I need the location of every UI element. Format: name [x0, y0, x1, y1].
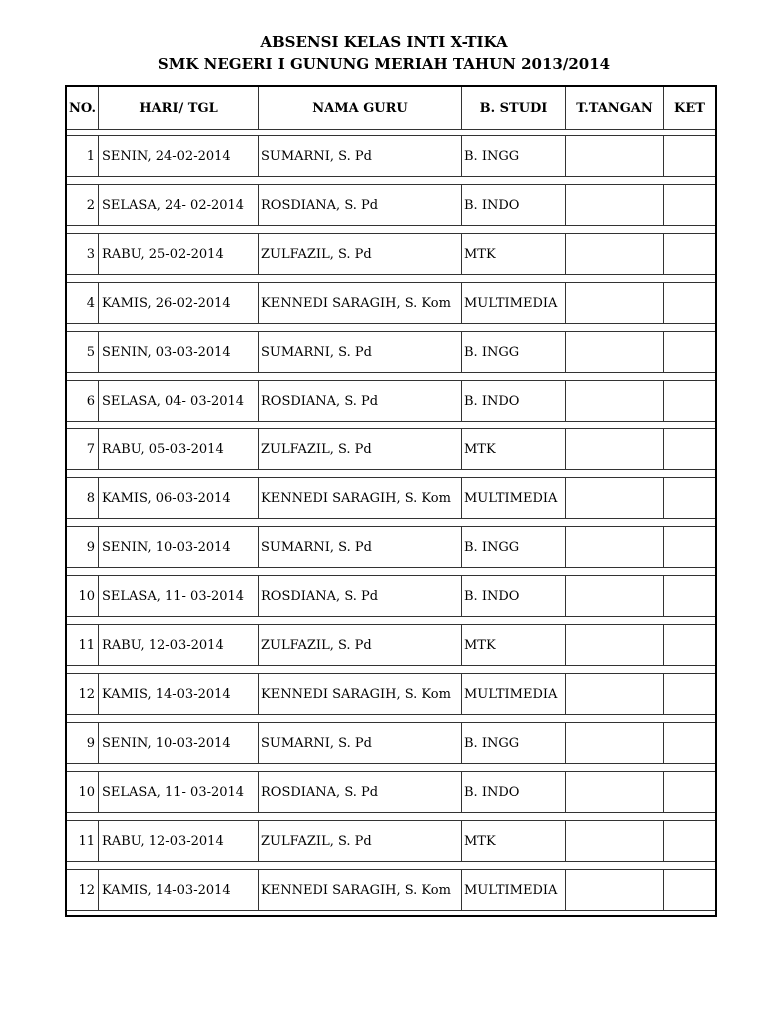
row-hari-tgl: SENIN, 24-02-2014	[98, 136, 258, 176]
row-hari-tgl: SENIN, 10-03-2014	[98, 527, 258, 567]
row-b-studi: B. INDO	[461, 381, 565, 421]
row-hari-tgl: SELASA, 24- 02-2014	[98, 185, 258, 225]
row-tanda-tangan-cell[interactable]	[565, 381, 663, 421]
row-number: 2	[86, 197, 95, 213]
document-subtitle: SMK NEGERI I GUNUNG MERIAH TAHUN 2013/2014	[157, 55, 611, 73]
row-nama-guru: ZULFAZIL, S. Pd	[258, 625, 461, 665]
row-b-studi: MTK	[461, 821, 565, 861]
row-keterangan-cell[interactable]	[663, 772, 715, 812]
row-keterangan-cell[interactable]	[663, 821, 715, 861]
row-tanda-tangan-cell[interactable]	[565, 772, 663, 812]
row-tanda-tangan-cell[interactable]	[565, 821, 663, 861]
row-keterangan-cell[interactable]	[663, 576, 715, 616]
row-b-studi: MULTIMEDIA	[461, 478, 565, 518]
row-nama-guru: SUMARNI, S. Pd	[258, 723, 461, 763]
table-row	[67, 428, 715, 470]
row-hari-tgl: KAMIS, 06-03-2014	[98, 478, 258, 518]
row-tanda-tangan-cell[interactable]	[565, 527, 663, 567]
row-keterangan-cell[interactable]	[663, 429, 715, 469]
row-number: 4	[86, 295, 95, 311]
row-hari-tgl: SENIN, 03-03-2014	[98, 332, 258, 372]
row-number: 1	[86, 148, 95, 164]
row-number: 12	[78, 882, 95, 898]
table-row	[67, 771, 715, 813]
row-b-studi: MTK	[461, 625, 565, 665]
row-number: 7	[86, 441, 95, 457]
row-hari-tgl: RABU, 12-03-2014	[98, 821, 258, 861]
row-b-studi: B. INGG	[461, 136, 565, 176]
table-row	[67, 282, 715, 324]
row-b-studi: B. INGG	[461, 723, 565, 763]
row-hari-tgl: KAMIS, 26-02-2014	[98, 283, 258, 323]
row-hari-tgl: RABU, 25-02-2014	[98, 234, 258, 274]
row-nama-guru: ROSDIANA, S. Pd	[258, 185, 461, 225]
table-row	[67, 331, 715, 373]
row-hari-tgl: SENIN, 10-03-2014	[98, 723, 258, 763]
document-title: ABSENSI KELAS INTI X-TIKA	[260, 33, 508, 51]
table-row	[67, 820, 715, 862]
row-tanda-tangan-cell[interactable]	[565, 185, 663, 225]
row-tanda-tangan-cell[interactable]	[565, 429, 663, 469]
row-hari-tgl: RABU, 05-03-2014	[98, 429, 258, 469]
table-header	[67, 87, 715, 130]
row-b-studi: MTK	[461, 234, 565, 274]
header-b-studi: B. STUDI	[461, 87, 565, 129]
table-row	[67, 869, 715, 911]
row-nama-guru: ROSDIANA, S. Pd	[258, 772, 461, 812]
row-keterangan-cell[interactable]	[663, 674, 715, 714]
row-hari-tgl: RABU, 12-03-2014	[98, 625, 258, 665]
row-number: 10	[78, 588, 95, 604]
row-nama-guru: KENNEDI SARAGIH, S. Kom	[258, 870, 461, 910]
table-row	[67, 624, 715, 666]
row-number: 10	[78, 784, 95, 800]
table-row	[67, 722, 715, 764]
row-number: 11	[78, 833, 95, 849]
row-number: 11	[78, 637, 95, 653]
table-row	[67, 526, 715, 568]
row-b-studi: B. INGG	[461, 332, 565, 372]
attendance-table	[65, 85, 717, 917]
row-tanda-tangan-cell[interactable]	[565, 136, 663, 176]
row-b-studi: MULTIMEDIA	[461, 674, 565, 714]
row-number: 5	[86, 344, 95, 360]
row-keterangan-cell[interactable]	[663, 234, 715, 274]
header-keterangan: KET	[663, 87, 715, 129]
row-tanda-tangan-cell[interactable]	[565, 576, 663, 616]
row-number: 9	[86, 735, 95, 751]
table-row	[67, 184, 715, 226]
header-no: NO.	[69, 100, 96, 116]
row-hari-tgl: SELASA, 11- 03-2014	[98, 576, 258, 616]
row-nama-guru: KENNEDI SARAGIH, S. Kom	[258, 283, 461, 323]
row-tanda-tangan-cell[interactable]	[565, 625, 663, 665]
row-keterangan-cell[interactable]	[663, 185, 715, 225]
row-nama-guru: ZULFAZIL, S. Pd	[258, 821, 461, 861]
table-row	[67, 673, 715, 715]
row-nama-guru: SUMARNI, S. Pd	[258, 332, 461, 372]
header-hari-tgl: HARI/ TGL	[98, 87, 258, 129]
row-nama-guru: SUMARNI, S. Pd	[258, 136, 461, 176]
row-nama-guru: ZULFAZIL, S. Pd	[258, 234, 461, 274]
row-tanda-tangan-cell[interactable]	[565, 283, 663, 323]
header-nama-guru: NAMA GURU	[258, 87, 461, 129]
row-nama-guru: ROSDIANA, S. Pd	[258, 381, 461, 421]
table-row	[67, 135, 715, 177]
row-number: 12	[78, 686, 95, 702]
row-hari-tgl: KAMIS, 14-03-2014	[98, 674, 258, 714]
row-tanda-tangan-cell[interactable]	[565, 478, 663, 518]
row-keterangan-cell[interactable]	[663, 527, 715, 567]
row-tanda-tangan-cell[interactable]	[565, 723, 663, 763]
row-b-studi: MTK	[461, 429, 565, 469]
table-row	[67, 380, 715, 422]
table-row	[67, 575, 715, 617]
row-tanda-tangan-cell[interactable]	[565, 234, 663, 274]
table-row	[67, 477, 715, 519]
row-keterangan-cell[interactable]	[663, 283, 715, 323]
row-b-studi: B. INDO	[461, 772, 565, 812]
row-b-studi: B. INDO	[461, 185, 565, 225]
row-b-studi: B. INDO	[461, 576, 565, 616]
row-b-studi: B. INGG	[461, 527, 565, 567]
row-keterangan-cell[interactable]	[663, 625, 715, 665]
row-nama-guru: ZULFAZIL, S. Pd	[258, 429, 461, 469]
table-row	[67, 233, 715, 275]
row-hari-tgl: SELASA, 11- 03-2014	[98, 772, 258, 812]
row-hari-tgl: SELASA, 04- 03-2014	[98, 381, 258, 421]
row-nama-guru: KENNEDI SARAGIH, S. Kom	[258, 674, 461, 714]
row-nama-guru: SUMARNI, S. Pd	[258, 527, 461, 567]
row-keterangan-cell[interactable]	[663, 136, 715, 176]
row-b-studi: MULTIMEDIA	[461, 283, 565, 323]
row-keterangan-cell[interactable]	[663, 870, 715, 910]
row-keterangan-cell[interactable]	[663, 723, 715, 763]
row-b-studi: MULTIMEDIA	[461, 870, 565, 910]
row-nama-guru: KENNEDI SARAGIH, S. Kom	[258, 478, 461, 518]
row-tanda-tangan-cell[interactable]	[565, 870, 663, 910]
row-tanda-tangan-cell[interactable]	[565, 674, 663, 714]
row-tanda-tangan-cell[interactable]	[565, 332, 663, 372]
row-keterangan-cell[interactable]	[663, 332, 715, 372]
row-keterangan-cell[interactable]	[663, 478, 715, 518]
row-keterangan-cell[interactable]	[663, 381, 715, 421]
row-number: 6	[86, 393, 95, 409]
row-number: 3	[86, 246, 95, 262]
row-number: 8	[86, 490, 95, 506]
row-hari-tgl: KAMIS, 14-03-2014	[98, 870, 258, 910]
row-nama-guru: ROSDIANA, S. Pd	[258, 576, 461, 616]
row-number: 9	[86, 539, 95, 555]
header-tanda-tangan: T.TANGAN	[565, 87, 663, 129]
